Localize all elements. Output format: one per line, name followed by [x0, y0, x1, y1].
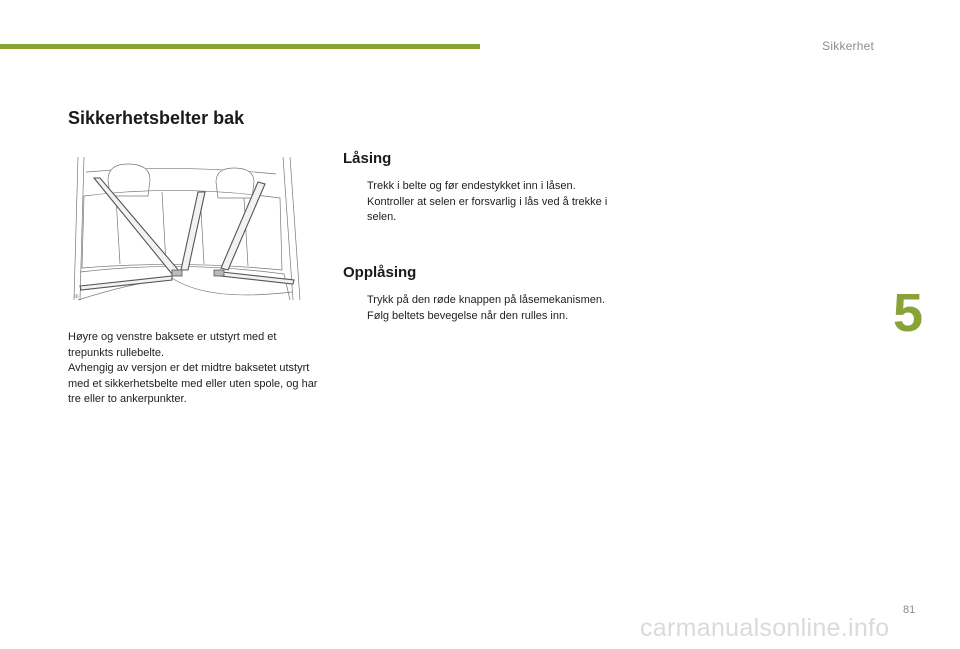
chapter-number: 5: [893, 283, 924, 343]
rear-seat-belts-illustration: [68, 152, 306, 302]
unlocking-section: [343, 264, 613, 324]
intro-text: [68, 330, 318, 408]
list-item: [343, 309, 613, 325]
list-item: [343, 293, 613, 309]
locking-list: [343, 179, 613, 226]
list-item-text: Følg beltets bevegelse når den rulles inn.: [367, 309, 569, 322]
watermark: carmanualsonline.info: [640, 614, 890, 642]
list-item-text: Kontroller at selen er forsvarlig i lås ved å trekke i selen.: [367, 195, 608, 224]
unlocking-list: [343, 293, 613, 324]
unlocking-heading: Opplåsing: [343, 264, 417, 281]
locking-heading: Låsing: [343, 150, 392, 167]
list-item-text: Trekk i belte og før endestykket inn i låsen.: [367, 180, 576, 192]
page-title: Sikkerhetsbelter bak: [68, 108, 245, 128]
locking-section: [343, 150, 613, 226]
header-accent-rule: [0, 44, 480, 49]
section-label: Sikkerhet: [822, 39, 874, 53]
page-number: 81: [903, 604, 916, 616]
list-item-text: Trykk på den røde knappen på låsemekanismen.: [367, 294, 606, 306]
svg-text:⊕: ⊕: [74, 294, 80, 300]
list-item: [343, 179, 613, 195]
intro-paragraph: Høyre og venstre baksete er utstyrt med et trepunkts rullebelte.: [68, 331, 277, 359]
intro-paragraph: Avhengig av versjon er det midtre baksetet utstyrt med et sikkerhetsbelte med eller uten spole, og har tre eller to ankerpunkter.: [68, 362, 318, 406]
list-item: [343, 195, 613, 226]
